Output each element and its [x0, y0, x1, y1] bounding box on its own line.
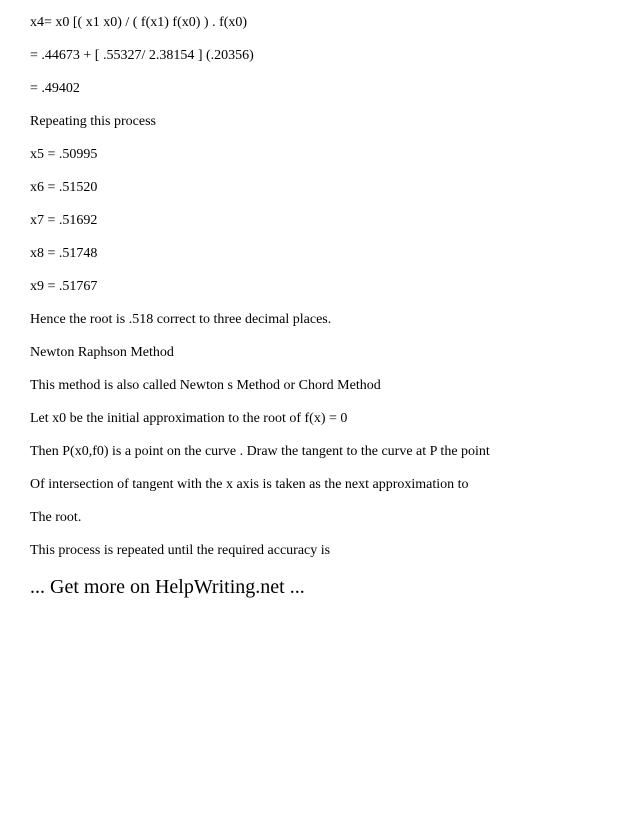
text-root-conclusion: Hence the root is .518 correct to three decimal places. [30, 312, 332, 327]
text-initial-approx: Let x0 be the initial approximation to the root of f(x) = 0 [30, 411, 348, 426]
get-more-link[interactable]: ... Get more on HelpWriting.net ... [30, 576, 305, 598]
value-x5: x5 = .50995 [30, 147, 98, 162]
formula-x4: x4= x0 [( x1 x0) / ( f(x1) f(x0) ) . f(x0) [30, 15, 248, 30]
text-process-repeated: This process is repeated until the required accuracy is [30, 543, 331, 558]
value-x6: x6 = .51520 [30, 180, 98, 195]
text-tangent: Then P(x0,f0) is a point on the curve . Draw the tangent to the curve at P the point [30, 444, 490, 459]
text-repeating: Repeating this process [30, 114, 156, 129]
text-intersection: Of intersection of tangent with the x axis is taken as the next approximation to [30, 477, 469, 492]
value-x8: x8 = .51748 [30, 246, 98, 261]
text-the-root: The root. [30, 510, 82, 525]
formula-substitution: = .44673 + [ .55327/ 2.38154 ] (.20356) [30, 48, 254, 63]
value-x7: x7 = .51692 [30, 213, 98, 228]
value-x9: x9 = .51767 [30, 279, 98, 294]
section-heading: Newton Raphson Method [30, 345, 174, 360]
text-method-names: This method is also called Newton s Method or Chord Method [30, 378, 381, 393]
formula-result: = .49402 [30, 81, 80, 96]
